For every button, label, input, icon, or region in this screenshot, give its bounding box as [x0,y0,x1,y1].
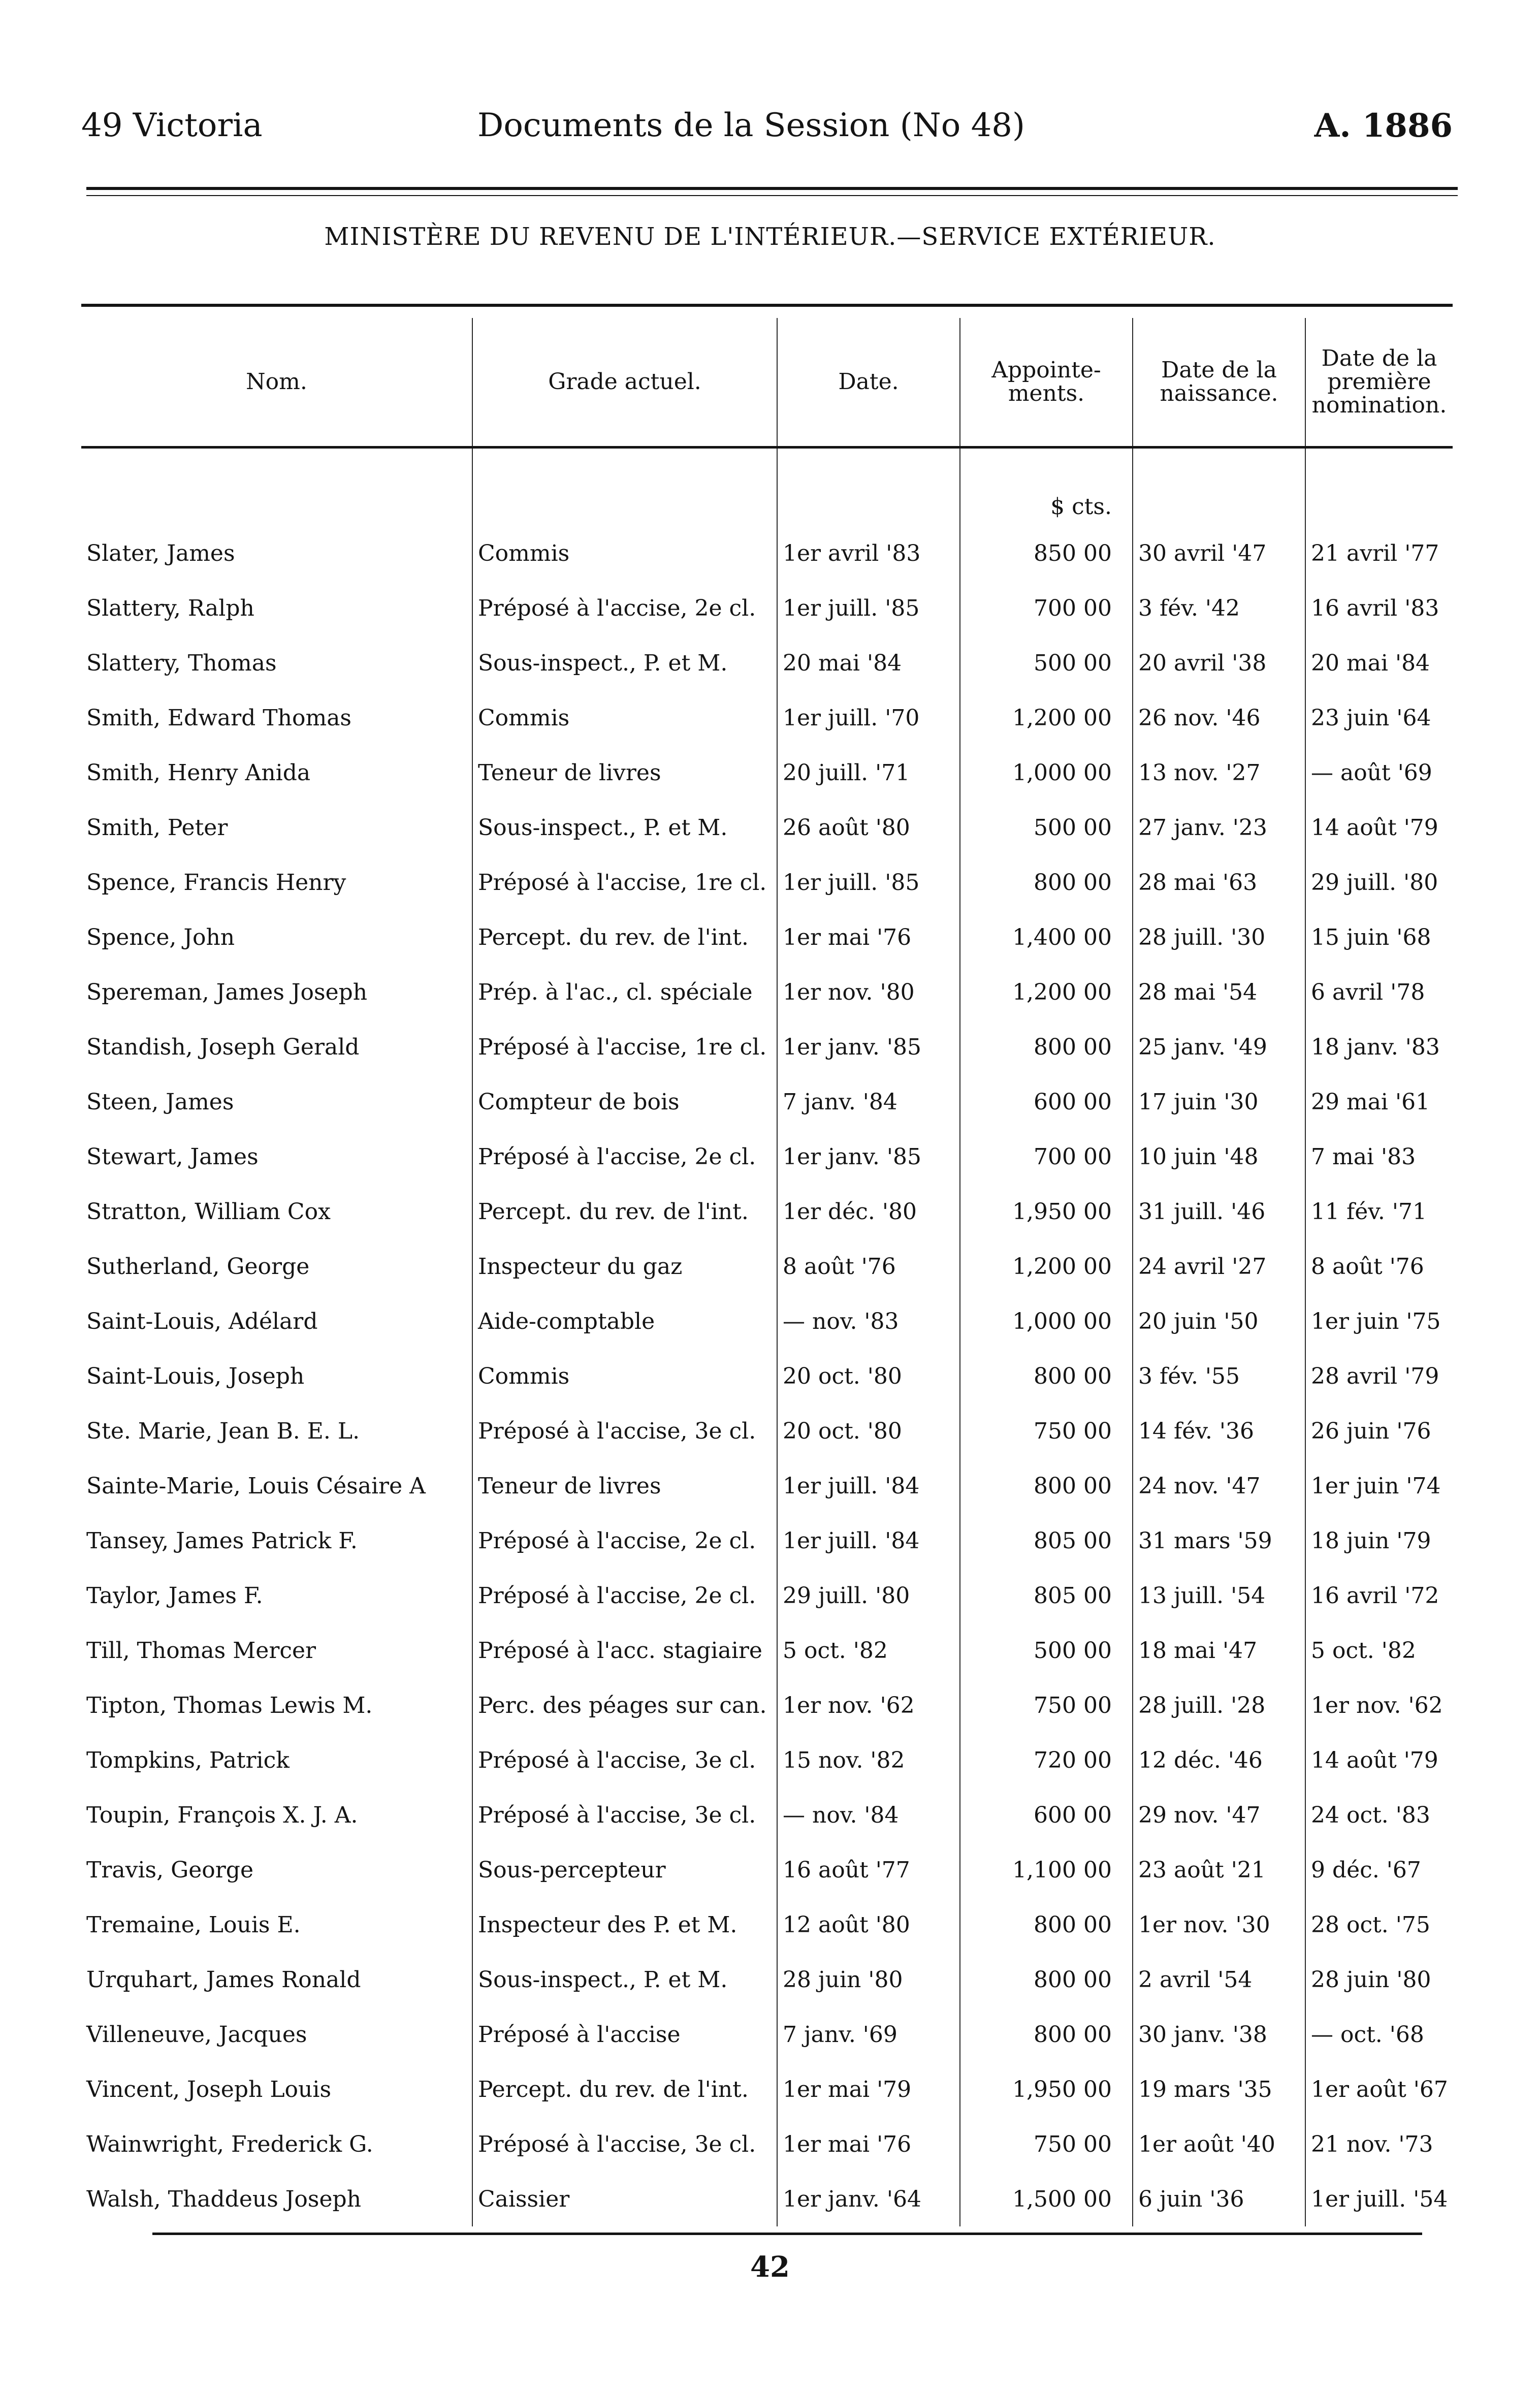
cell-appointements: 1,000 00 [960,1294,1133,1349]
cell-date: 15 nov. '82 [777,1733,960,1788]
cell-appointements: 800 00 [960,1952,1133,2007]
cell-nom: Ste. Marie, Jean B. E. L. [86,1418,360,1444]
cell-grade: Préposé à l'accise, 1re cl. [472,855,777,910]
cell-date: 5 oct. '82 [777,1623,960,1678]
cell-nom: Smith, Peter [86,814,228,841]
table-row [81,1184,1453,1239]
cell-appointements: 750 00 [960,1404,1133,1458]
cell-appointements: 1,200 00 [960,1239,1133,1294]
cell-appointements: 850 00 [960,526,1133,581]
cell-nom: Villeneuve, Jacques [86,2021,307,2048]
header-left: 49 Victoria [81,107,263,144]
cell-premiere-nomination: 1er juin '75 [1305,1294,1453,1349]
cell-premiere-nomination: 16 avril '83 [1305,581,1453,635]
cell-premiere-nomination: 1er juill. '54 [1305,2172,1453,2226]
cell-premiere-nomination: 18 juin '79 [1305,1513,1453,1568]
cell-naissance: 3 fév. '42 [1133,581,1305,635]
cell-grade: Préposé à l'acc. stagiaire [472,1623,777,1678]
cell-naissance: 30 avril '47 [1133,526,1305,581]
cell-naissance: 6 juin '36 [1133,2172,1305,2226]
cell-naissance: 1er août '40 [1133,2117,1305,2172]
cell-premiere-nomination: 26 juin '76 [1305,1404,1453,1458]
cell-naissance: 12 déc. '46 [1133,1733,1305,1788]
cell-premiere-nomination: 16 avril '72 [1305,1568,1453,1623]
table-row [81,2062,1453,2117]
cell-grade: Préposé à l'accise, 3e cl. [472,1733,777,1788]
cell-nom: Sutherland, George [86,1253,310,1280]
cell-date: 29 juill. '80 [777,1568,960,1623]
cell-date: 7 janv. '84 [777,1074,960,1129]
cell-premiere-nomination: 28 avril '79 [1305,1349,1453,1404]
cell-date: 1er juill. '70 [777,690,960,745]
cell-date: 8 août '76 [777,1239,960,1294]
table-row [81,526,1453,581]
table-row [81,1733,1453,1788]
cell-grade: Inspecteur des P. et M. [472,1897,777,1952]
cell-grade: Sous-percepteur [472,1842,777,1897]
cell-appointements: 600 00 [960,1788,1133,1842]
page-header [81,107,1453,152]
column-header-grade: Grade actuel. [472,318,777,448]
cell-naissance: 13 juill. '54 [1133,1568,1305,1623]
cell-date: — nov. '83 [777,1294,960,1349]
cell-appointements: 500 00 [960,800,1133,855]
cell-nom: Smith, Edward Thomas [86,705,352,731]
cell-appointements: 720 00 [960,1733,1133,1788]
cell-naissance: 30 janv. '38 [1133,2007,1305,2062]
cell-naissance: 1er nov. '30 [1133,1897,1305,1952]
cell-premiere-nomination: 29 juill. '80 [1305,855,1453,910]
cell-nom: Tansey, James Patrick F. [86,1527,358,1554]
cell-premiere-nomination: 7 mai '83 [1305,1129,1453,1184]
cell-date: 12 août '80 [777,1897,960,1952]
cell-premiere-nomination: 24 oct. '83 [1305,1788,1453,1842]
cell-date: 20 juill. '71 [777,745,960,800]
staff-table [81,318,1453,2226]
header-center: Documents de la Session (No 48) [477,107,1025,144]
cell-appointements: 750 00 [960,1678,1133,1733]
cell-grade: Préposé à l'accise, 2e cl. [472,1568,777,1623]
table-row [81,1897,1453,1952]
cell-appointements: 1,200 00 [960,690,1133,745]
cell-premiere-nomination: 14 août '79 [1305,800,1453,855]
cell-premiere-nomination: 5 oct. '82 [1305,1623,1453,1678]
cell-nom: Tompkins, Patrick [86,1747,290,1773]
cell-grade: Préposé à l'accise, 2e cl. [472,581,777,635]
cell-grade: Teneur de livres [472,1458,777,1513]
cell-date: 1er juill. '84 [777,1458,960,1513]
cell-nom: Spereman, James Joseph [86,979,368,1005]
cell-appointements: 750 00 [960,2117,1133,2172]
subtitle-rule [81,304,1453,307]
cell-grade: Percept. du rev. de l'int. [472,910,777,965]
cell-premiere-nomination: 21 nov. '73 [1305,2117,1453,2172]
cell-nom: Spence, John [86,924,235,950]
cell-naissance: 28 juill. '28 [1133,1678,1305,1733]
cell-naissance: 17 juin '30 [1133,1074,1305,1129]
cell-nom: Toupin, François X. J. A. [86,1802,358,1828]
cell-date: 1er mai '79 [777,2062,960,2117]
table-row [81,910,1453,965]
cell-grade: Préposé à l'accise [472,2007,777,2062]
cell-nom: Travis, George [86,1857,254,1883]
table-row [81,800,1453,855]
cell-appointements: 600 00 [960,1074,1133,1129]
table-row [81,2172,1453,2226]
cell-appointements: 800 00 [960,2007,1133,2062]
header-rule [86,187,1458,196]
table-row [81,1404,1453,1458]
cell-appointements: 805 00 [960,1513,1133,1568]
cell-nom: Walsh, Thaddeus Joseph [86,2186,362,2212]
table-row [81,581,1453,635]
cell-date: 1er juill. '85 [777,581,960,635]
table-row [81,690,1453,745]
table-row [81,1294,1453,1349]
column-header-appointements: Appointe-ments. [960,318,1133,448]
staff-table-wrapper [81,318,1453,2226]
cell-premiere-nomination: 11 fév. '71 [1305,1184,1453,1239]
table-row [81,745,1453,800]
cell-premiere-nomination: 21 avril '77 [1305,526,1453,581]
cell-appointements: 1,400 00 [960,910,1133,965]
cell-premiere-nomination: 18 janv. '83 [1305,1019,1453,1074]
cell-premiere-nomination: — oct. '68 [1305,2007,1453,2062]
table-row [81,635,1453,690]
units-row [81,448,1453,526]
cell-appointements: 700 00 [960,581,1133,635]
cell-nom: Spence, Francis Henry [86,869,346,896]
table-row [81,1239,1453,1294]
cell-date: 28 juin '80 [777,1952,960,2007]
cell-naissance: 26 nov. '46 [1133,690,1305,745]
cell-nom: Vincent, Joseph Louis [86,2076,332,2102]
cell-naissance: 20 avril '38 [1133,635,1305,690]
cell-naissance: 18 mai '47 [1133,1623,1305,1678]
cell-nom: Till, Thomas Mercer [86,1637,316,1664]
cell-date: 1er nov. '80 [777,965,960,1019]
cell-date: 1er juill. '85 [777,855,960,910]
cell-nom: Slater, James [86,540,235,566]
cell-nom: Stewart, James [86,1143,259,1170]
cell-grade: Aide-comptable [472,1294,777,1349]
cell-appointements: 800 00 [960,1458,1133,1513]
cell-nom: Steen, James [86,1089,234,1115]
cell-appointements: 1,100 00 [960,1842,1133,1897]
cell-date: 1er janv. '85 [777,1129,960,1184]
cell-naissance: 28 mai '54 [1133,965,1305,1019]
cell-premiere-nomination: 1er juin '74 [1305,1458,1453,1513]
cell-grade: Sous-inspect., P. et M. [472,800,777,855]
cell-grade: Prép. à l'ac., cl. spéciale [472,965,777,1019]
cell-date: 1er déc. '80 [777,1184,960,1239]
cell-appointements: 800 00 [960,1019,1133,1074]
column-header-nom: Nom. [81,318,472,448]
cell-nom: Stratton, William Cox [86,1198,331,1225]
cell-naissance: 13 nov. '27 [1133,745,1305,800]
cell-premiere-nomination: 1er nov. '62 [1305,1678,1453,1733]
cell-date: 20 oct. '80 [777,1404,960,1458]
cell-grade: Compteur de bois [472,1074,777,1129]
cell-premiere-nomination: 23 juin '64 [1305,690,1453,745]
cell-grade: Caissier [472,2172,777,2226]
cell-naissance: 28 mai '63 [1133,855,1305,910]
cell-grade: Préposé à l'accise, 2e cl. [472,1129,777,1184]
cell-date: 1er janv. '85 [777,1019,960,1074]
column-header-naissance: Date de la naissance. [1133,318,1305,448]
cell-grade: Perc. des péages sur can. [472,1678,777,1733]
cell-date: — nov. '84 [777,1788,960,1842]
cell-appointements: 1,000 00 [960,745,1133,800]
cell-premiere-nomination: 15 juin '68 [1305,910,1453,965]
cell-appointements: 1,950 00 [960,1184,1133,1239]
cell-premiere-nomination: — août '69 [1305,745,1453,800]
cell-date: 1er mai '76 [777,910,960,965]
table-row [81,1513,1453,1568]
page-subtitle: MINISTÈRE DU REVENU DE L'INTÉRIEUR.—SERVICE EXTÉRIEUR. [324,222,1216,251]
table-header-row [81,318,1453,448]
cell-nom: Wainwright, Frederick G. [86,2131,373,2157]
table-row [81,1678,1453,1733]
cell-premiere-nomination: 14 août '79 [1305,1733,1453,1788]
cell-grade: Préposé à l'accise, 3e cl. [472,1404,777,1458]
table-row [81,1074,1453,1129]
cell-grade: Commis [472,1349,777,1404]
cell-date: 1er avril '83 [777,526,960,581]
cell-naissance: 23 août '21 [1133,1842,1305,1897]
cell-grade: Percept. du rev. de l'int. [472,1184,777,1239]
cell-nom: Sainte-Marie, Louis Césaire A [86,1473,426,1499]
table-row [81,1568,1453,1623]
cell-nom: Tipton, Thomas Lewis M. [86,1692,373,1718]
cell-appointements: 500 00 [960,635,1133,690]
cell-grade: Teneur de livres [472,745,777,800]
cell-premiere-nomination: 6 avril '78 [1305,965,1453,1019]
page-number: 42 [750,2250,790,2284]
cell-nom: Tremaine, Louis E. [86,1911,301,1938]
table-row [81,855,1453,910]
cell-naissance: 31 juill. '46 [1133,1184,1305,1239]
cell-appointements: 805 00 [960,1568,1133,1623]
cell-naissance: 28 juill. '30 [1133,910,1305,965]
cell-premiere-nomination: 29 mai '61 [1305,1074,1453,1129]
cell-appointements: 1,500 00 [960,2172,1133,2226]
cell-grade: Percept. du rev. de l'int. [472,2062,777,2117]
table-body [81,448,1453,2227]
cell-grade: Préposé à l'accise, 3e cl. [472,1788,777,1842]
cell-date: 16 août '77 [777,1842,960,1897]
cell-appointements: 800 00 [960,855,1133,910]
cell-naissance: 19 mars '35 [1133,2062,1305,2117]
table-row [81,2007,1453,2062]
cell-grade: Commis [472,526,777,581]
cell-nom: Slattery, Ralph [86,595,254,621]
cell-naissance: 24 avril '27 [1133,1239,1305,1294]
cell-grade: Sous-inspect., P. et M. [472,635,777,690]
cell-premiere-nomination: 28 oct. '75 [1305,1897,1453,1952]
cell-naissance: 24 nov. '47 [1133,1458,1305,1513]
cell-appointements: 500 00 [960,1623,1133,1678]
cell-nom: Smith, Henry Anida [86,759,311,786]
table-row [81,1458,1453,1513]
table-row [81,2117,1453,2172]
cell-premiere-nomination: 1er août '67 [1305,2062,1453,2117]
cell-date: 26 août '80 [777,800,960,855]
cell-premiere-nomination: 28 juin '80 [1305,1952,1453,2007]
cell-date: 7 janv. '69 [777,2007,960,2062]
cell-nom: Saint-Louis, Joseph [86,1363,305,1389]
cell-premiere-nomination: 20 mai '84 [1305,635,1453,690]
cell-appointements: 700 00 [960,1129,1133,1184]
table-row [81,1952,1453,2007]
cell-nom: Urquhart, James Ronald [86,1966,361,1993]
cell-naissance: 25 janv. '49 [1133,1019,1305,1074]
cell-date: 20 oct. '80 [777,1349,960,1404]
cell-naissance: 2 avril '54 [1133,1952,1305,2007]
cell-grade: Préposé à l'accise, 3e cl. [472,2117,777,2172]
cell-date: 1er juill. '84 [777,1513,960,1568]
units-label: $ cts. [960,448,1133,526]
cell-nom: Saint-Louis, Adélard [86,1308,318,1334]
table-row [81,1019,1453,1074]
cell-premiere-nomination: 9 déc. '67 [1305,1842,1453,1897]
column-header-premiere-nomination: Date de la première nomination. [1305,318,1453,448]
cell-date: 1er mai '76 [777,2117,960,2172]
footer-rule [152,2233,1422,2235]
cell-appointements: 1,200 00 [960,965,1133,1019]
cell-naissance: 29 nov. '47 [1133,1788,1305,1842]
cell-grade: Préposé à l'accise, 1re cl. [472,1019,777,1074]
cell-grade: Commis [472,690,777,745]
cell-date: 1er janv. '64 [777,2172,960,2226]
table-row [81,1842,1453,1897]
column-header-date: Date. [777,318,960,448]
table-row [81,965,1453,1019]
header-right: A. 1886 [1314,107,1453,145]
table-row [81,1129,1453,1184]
cell-grade: Inspecteur du gaz [472,1239,777,1294]
cell-nom: Taylor, James F. [86,1582,263,1609]
cell-nom: Standish, Joseph Gerald [86,1034,360,1060]
cell-naissance: 31 mars '59 [1133,1513,1305,1568]
cell-naissance: 10 juin '48 [1133,1129,1305,1184]
table-row [81,1788,1453,1842]
table-row [81,1623,1453,1678]
cell-premiere-nomination: 8 août '76 [1305,1239,1453,1294]
cell-date: 20 mai '84 [777,635,960,690]
cell-date: 1er nov. '62 [777,1678,960,1733]
cell-nom: Slattery, Thomas [86,650,277,676]
cell-naissance: 3 fév. '55 [1133,1349,1305,1404]
cell-appointements: 1,950 00 [960,2062,1133,2117]
cell-naissance: 20 juin '50 [1133,1294,1305,1349]
table-row [81,1349,1453,1404]
cell-grade: Sous-inspect., P. et M. [472,1952,777,2007]
cell-grade: Préposé à l'accise, 2e cl. [472,1513,777,1568]
cell-naissance: 14 fév. '36 [1133,1404,1305,1458]
cell-appointements: 800 00 [960,1897,1133,1952]
cell-appointements: 800 00 [960,1349,1133,1404]
cell-naissance: 27 janv. '23 [1133,800,1305,855]
